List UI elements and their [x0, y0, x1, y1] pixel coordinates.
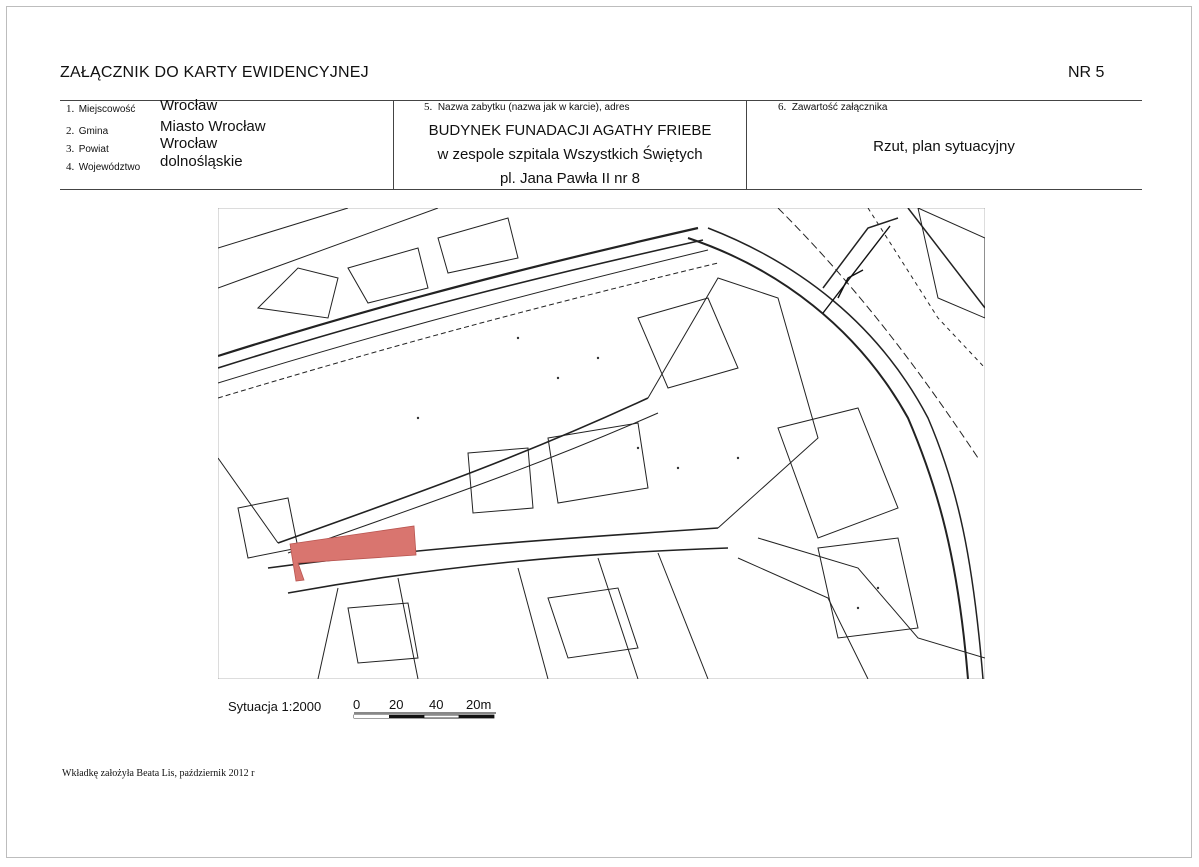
monument-name: BUDYNEK FUNADACJI AGATHY FRIEBE: [428, 122, 712, 139]
column-5-header: 5. Nazwa zabytku (nazwa jak w karcie), adres: [424, 101, 630, 113]
footer-note: Wkładkę założyła Beata Lis, październik 2012 r: [62, 768, 255, 779]
field-wojewodztwo: 4. Województwo dolnośląskie: [66, 153, 243, 173]
document-title: ZAŁĄCZNIK DO KARTY EWIDENCYJNEJ: [60, 64, 369, 81]
monument-address: pl. Jana Pawła II nr 8: [499, 170, 641, 187]
column-6-header: 6. Zawartość załącznika: [778, 101, 888, 113]
document-number: NR 5: [1068, 64, 1105, 81]
site-plan-map: [218, 208, 985, 679]
north-arrow-icon: [823, 226, 890, 313]
scale-tick-40: 40: [429, 697, 444, 712]
field-miejscowosc: 1. Miejscowość Wrocław: [66, 97, 218, 115]
scale-tick-20: 20: [389, 697, 404, 712]
field-gmina: 2. Gmina Miasto Wrocław: [66, 118, 266, 137]
scale-tick-20m: 20m: [466, 697, 492, 712]
field-powiat: 3. Powiat Wrocław: [66, 135, 218, 155]
scale-bar: [352, 711, 498, 721]
highlighted-building: [290, 526, 416, 581]
scale-tick-0: 0: [353, 697, 361, 712]
scale-caption: Sytuacja 1:2000: [228, 699, 322, 714]
table-bottom-rule: [60, 189, 1142, 190]
monument-complex: w zespole szpitala Wszystkich Świętych: [437, 146, 703, 163]
attachment-content: Rzut, plan sytuacyjny: [873, 138, 1015, 155]
